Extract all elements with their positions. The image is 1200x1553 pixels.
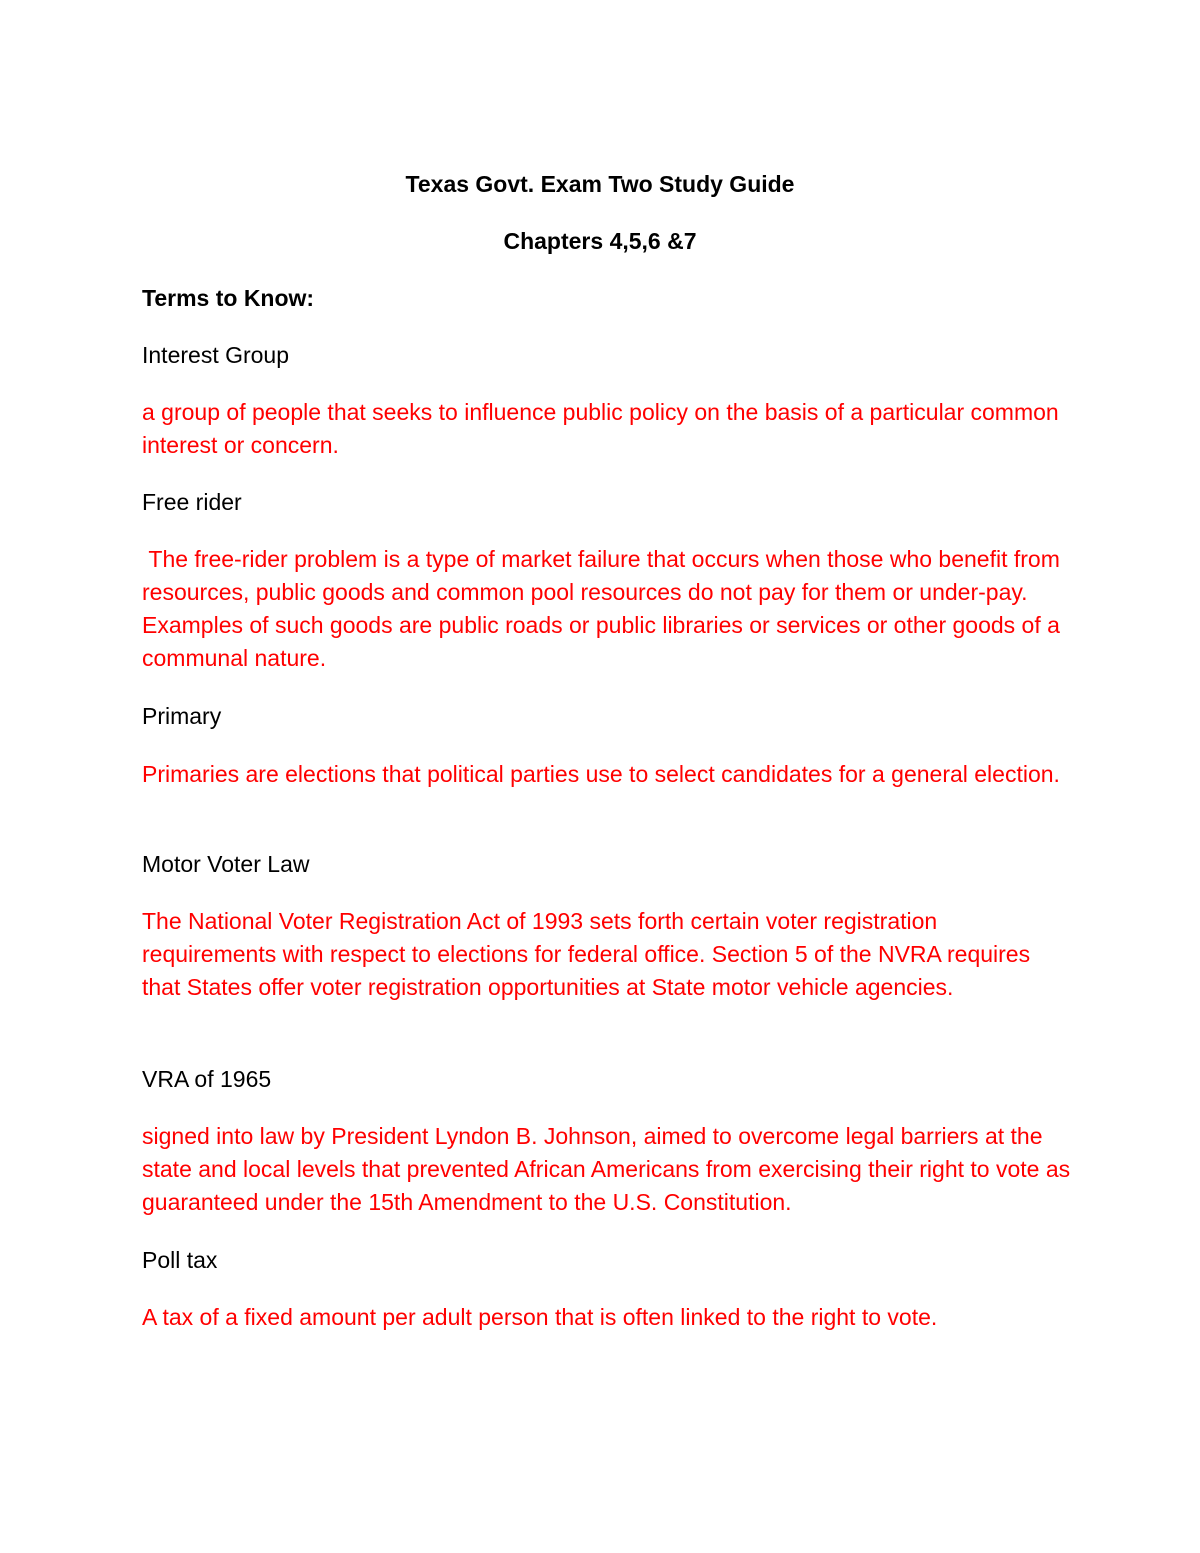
definition-vra-1965: signed into law by President Lyndon B. Johnson, aimed to overcome legal barriers at the state and local levels that prevented African Americans from exercising their right to vote as guaranteed under the 15th Amendment to the U.S. Constitution. xyxy=(142,1123,1077,1215)
definition-poll-tax: A tax of a fixed amount per adult person that is often linked to the right to vote. xyxy=(142,1304,938,1330)
definition-primary: Primaries are elections that political parties use to select candidates for a general election. xyxy=(142,761,1060,787)
term-poll-tax: Poll tax xyxy=(142,1247,218,1273)
term-vra-1965: VRA of 1965 xyxy=(142,1066,272,1092)
definition-free-rider: The free-rider problem is a type of market failure that occurs when those who benefit from resources, public goods and common pool resources do not pay for them or under-pay. Examples of such goods are public roads or public libraries or services or other goods of a communal nature. xyxy=(142,546,1067,671)
definition-interest-group: a group of people that seeks to influence public policy on the basis of a particular common interest or concern. xyxy=(142,399,1066,458)
document-subtitle: Chapters 4,5,6 &7 xyxy=(503,228,697,254)
section-heading: Terms to Know: xyxy=(142,285,315,311)
term-motor-voter-law: Motor Voter Law xyxy=(142,851,310,877)
term-primary: Primary xyxy=(142,703,222,729)
term-free-rider: Free rider xyxy=(142,489,242,515)
document-title: Texas Govt. Exam Two Study Guide xyxy=(405,171,795,197)
definition-motor-voter-law: The National Voter Registration Act of 1993 sets forth certain voter registration requirements with respect to elections for federal office. Section 5 of the NVRA requires that States offer voter registration opportunities at State motor vehicle agencies. xyxy=(142,908,1037,1000)
term-interest-group: Interest Group xyxy=(142,342,290,368)
